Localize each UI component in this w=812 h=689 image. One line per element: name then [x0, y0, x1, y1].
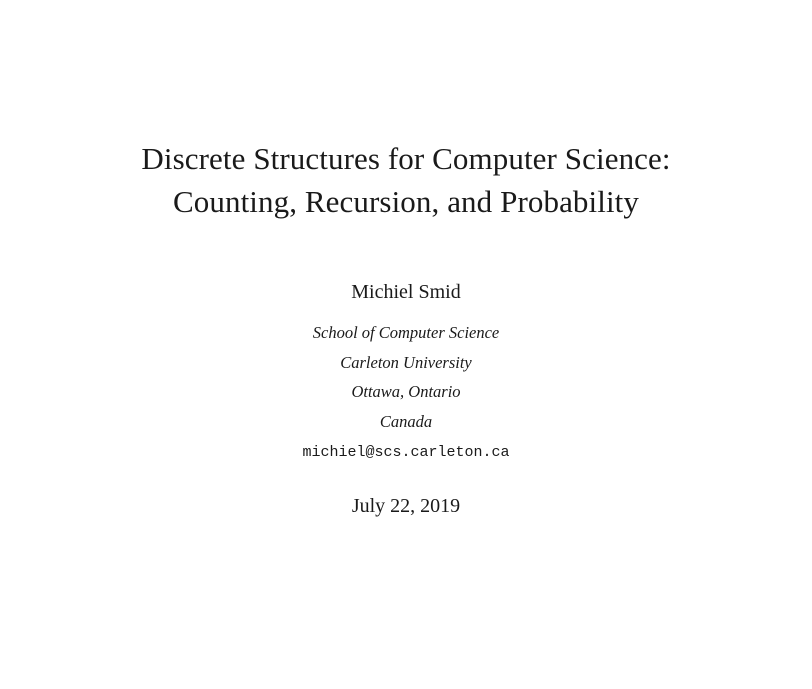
affiliation-block: [0, 318, 812, 436]
title-line-2: Counting, Recursion, and Probability: [173, 184, 639, 219]
affiliation-country: Canada: [379, 411, 433, 431]
affiliation-school: School of Computer Science: [312, 323, 500, 342]
affiliation-city: Ottawa, Ontario: [351, 382, 461, 401]
document-title: [0, 137, 812, 223]
affiliation-university: Carleton University: [340, 352, 472, 372]
title-line-1: Discrete Structures for Computer Science:: [141, 141, 671, 176]
author-name: Michiel Smid: [351, 281, 461, 303]
author-email: michiel@scs.carleton.ca: [302, 444, 510, 461]
publication-date: July 22, 2019: [351, 495, 461, 517]
